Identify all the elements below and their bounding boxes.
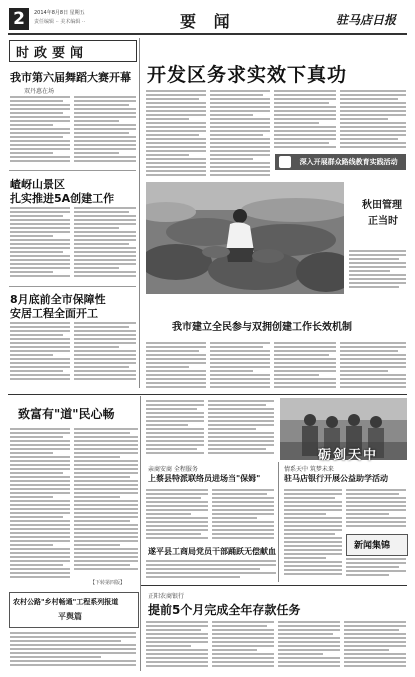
right-body-col3 — [346, 558, 406, 580]
bottom-body-col2 — [212, 621, 274, 671]
second-story-col4 — [340, 342, 406, 392]
bottom-body-col4 — [344, 621, 406, 671]
lower-left-headline: 致富有"道"民心畅 — [18, 407, 115, 421]
right-headline: 驻马店银行开展公益助学活动 — [284, 474, 388, 483]
photo-title-2: 正当时 — [368, 216, 398, 227]
mid-kicker: 亲商安商 全程服务 — [148, 466, 198, 473]
edit-line: 责任编辑 ·· 美术编辑 ·· — [34, 19, 86, 25]
divider — [9, 170, 136, 171]
lead-body-col1 — [146, 90, 206, 178]
photo-caption — [349, 250, 406, 294]
campaign-banner-text: 深入开展群众路线教育实践活动 — [299, 158, 398, 166]
field-photo — [146, 182, 344, 294]
right-body-col1 — [284, 489, 342, 579]
second-story-headline: 我市建立全民参与双拥创建工作长效机制 — [172, 322, 352, 333]
divider — [9, 286, 136, 287]
news-collection-label: 新闻集锦 — [354, 541, 391, 551]
right-kicker: 情系天中 筑梦未来 — [284, 466, 334, 473]
article-3-headline-1: 8月底前全市保障性 — [10, 293, 106, 306]
continued-note: 【下转第四版】 — [90, 580, 126, 586]
mid-brief-headline: 遂平县工商局党员干部踊跃无偿献血 — [148, 547, 276, 556]
mid-lower-col2 — [208, 400, 274, 458]
second-story-col1 — [146, 342, 206, 392]
bottom-body-col3 — [278, 621, 340, 671]
lead-body-col3 — [274, 90, 336, 150]
lower-column-rule — [140, 396, 141, 671]
campaign-banner — [275, 154, 406, 170]
bottom-section-rule — [141, 585, 407, 586]
mid-lower-col1 — [146, 400, 204, 458]
article-2-body — [10, 207, 70, 282]
lead-headline: 开发区务求实效下真功 — [147, 64, 348, 86]
second-story-col3 — [274, 342, 336, 392]
bottom-left-body — [10, 632, 136, 670]
lead-body-col4 — [340, 90, 406, 150]
second-story-col2 — [210, 342, 270, 392]
field-photo-image — [146, 182, 344, 294]
bottom-left-headline: 农村公路"乡村畅通"工程系列报道 — [13, 598, 119, 606]
section-rule — [8, 394, 407, 395]
bottom-headline: 提前5个月完成全年存款任务 — [148, 603, 301, 617]
column-rule — [139, 38, 140, 388]
article-3-headline-2: 安居工程全面开工 — [10, 307, 98, 320]
right-body-col2 — [346, 489, 406, 529]
lead-body-col2 — [210, 90, 270, 178]
article-1-subhead: 双丹惠在场 — [24, 88, 55, 95]
article-3-body-col2 — [74, 322, 136, 384]
mid-brief-body — [146, 560, 276, 582]
military-photo-label: 砺剑天中 — [318, 448, 379, 463]
page-number: 2 — [9, 8, 29, 30]
article-1-headline: 我市第六届舞蹈大赛开幕 — [10, 71, 131, 84]
article-3-body — [10, 322, 70, 384]
section-title: 要 闻 — [180, 12, 236, 31]
article-2-headline-1: 嵖岈山景区 — [10, 178, 65, 191]
campaign-banner-icon — [279, 156, 291, 168]
article-2-body-col2 — [74, 207, 136, 282]
mid-right-rule — [278, 462, 279, 582]
section-label: 时政要闻 — [16, 46, 89, 61]
lower-left-col2 — [74, 428, 138, 578]
header-rule — [8, 33, 407, 35]
bottom-kicker: 正阳农商银行 — [148, 593, 185, 600]
date-line: 2014年8月8日 星期五 — [34, 10, 85, 16]
article-2-headline-2: 扎实推进5A创建工作 — [10, 192, 115, 205]
mid-body-col1 — [146, 489, 208, 541]
bottom-left-subhead: 平舆篇 — [58, 611, 82, 621]
article-1-body-col2 — [74, 96, 136, 166]
masthead: 驻马店日报 — [336, 13, 397, 27]
photo-title-1: 秋田管理 — [362, 200, 402, 211]
mid-headline: 上蔡县特派联络员进场当"保姆" — [148, 474, 261, 483]
bottom-body-col1 — [146, 621, 208, 671]
mid-body-col2 — [212, 489, 274, 541]
article-1-body — [10, 96, 70, 166]
lower-left-col1 — [10, 428, 70, 583]
